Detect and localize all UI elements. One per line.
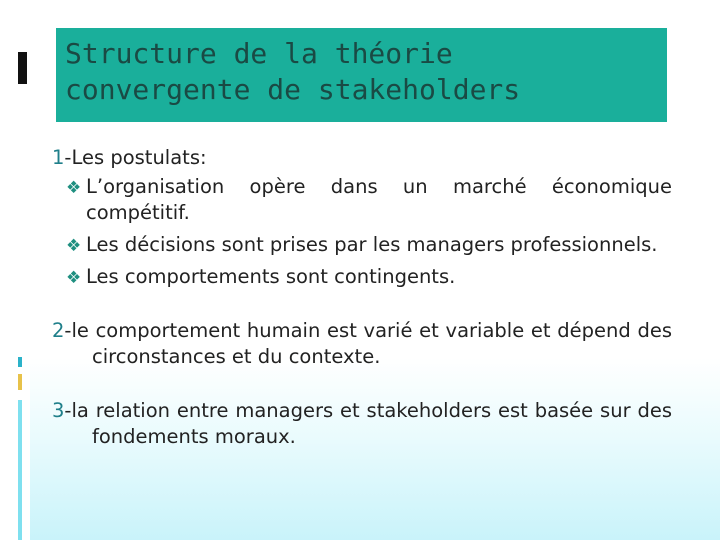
postulate-item: [52, 264, 672, 290]
title-box: [56, 28, 667, 122]
point-2-number: 2: [52, 319, 65, 342]
corner-marker: [18, 52, 27, 84]
postulate-text: Les décisions sont prises par les managers professionnels.: [86, 233, 658, 256]
slide-title: Structure de la théorie convergente de stakeholders: [65, 37, 521, 106]
slide-content: [52, 142, 672, 450]
accent-bar-yellow: [18, 374, 22, 390]
section-1-heading-text: -Les postulats:: [64, 146, 207, 169]
point-2-text: -le comportement humain est varié et variable et dépend des circonstances et du contexte.: [64, 319, 672, 368]
point-3-text: -la relation entre managers et stakeholders est basée sur des fondements moraux.: [64, 399, 672, 448]
postulate-text: L’organisation opère dans un marché économique compétitif.: [86, 175, 672, 224]
diamond-bullet-icon: ❖: [66, 236, 82, 256]
accent-bar-teal: [18, 357, 22, 367]
point-3: [52, 398, 672, 450]
point-2: [52, 318, 672, 370]
accent-bar-light: [18, 400, 22, 540]
postulate-item: [52, 232, 672, 258]
section-1-number: 1: [52, 146, 65, 169]
section-1-heading: [52, 142, 672, 174]
postulate-text: Les comportements sont contingents.: [86, 265, 456, 288]
diamond-bullet-icon: ❖: [66, 268, 82, 288]
diamond-bullet-icon: ❖: [66, 178, 82, 198]
point-3-number: 3: [52, 399, 65, 422]
postulate-item: [52, 174, 672, 226]
